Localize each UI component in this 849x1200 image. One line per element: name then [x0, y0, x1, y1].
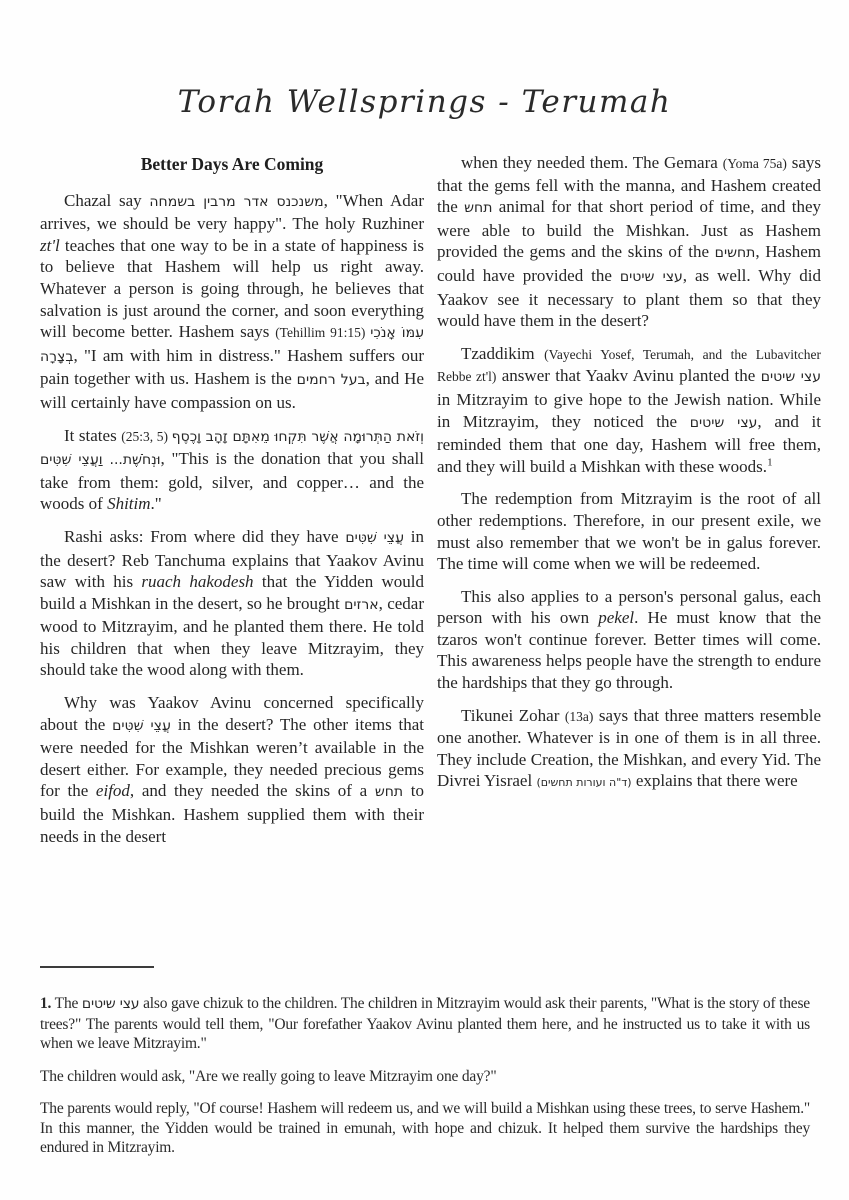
hebrew-text-run: תחשים [714, 245, 756, 262]
text-run: explains that there were [631, 771, 798, 791]
hebrew-text-run: בעל רחמים [296, 372, 366, 389]
text-run: Tzaddikim [461, 343, 545, 363]
right-column [437, 152, 821, 958]
hebrew-text-run: משנכנס אדר מרבין בשמחה [149, 193, 324, 210]
footnote-separator [40, 966, 154, 968]
hebrew-text-run: עצי שיטים [619, 268, 683, 285]
paragraph [437, 343, 821, 478]
text-run: (13a) [564, 708, 594, 724]
text-run: The [51, 995, 82, 1012]
text-run: Chazal say [64, 190, 150, 210]
text-run: This also applies to a person's personal galus, each person with his own [437, 586, 821, 628]
text-run: , and it reminded them that one day, Hashem will free them, and they will build a Mishkan with these woods. [437, 411, 822, 476]
two-column-body [0, 152, 849, 958]
text-run: , and they needed the skins of a [129, 781, 375, 801]
footnote-paragraph [40, 1099, 810, 1158]
text-run: in Mitzrayim to give hope to the Jewish nation. While in Mitzrayim, they noticed the [437, 389, 821, 431]
paragraph [437, 152, 821, 332]
text-run: that the Yidden would build a Mishkan in the desert, so he brought [40, 572, 424, 613]
hebrew-text-run: עֲצֵי שִׁטִּים [345, 529, 405, 546]
paragraph [437, 488, 821, 574]
text-run: It states [64, 425, 122, 445]
text-run: when they needed them. The Gemara [461, 153, 723, 172]
text-run: , and He will certainly have compassion on us. [40, 369, 424, 412]
text-run: The parents would reply, "Of course! Hashem will redeem us, and we will build a Mishkan using these trees, to serve Hashem." In this manner, the Yidden would be trained in emunah, with hope and chizuk. It helped them survive the hardships they endured in Mitzrayim. [40, 1100, 810, 1156]
text-run: teaches that one way to be in a state of happiness is to believe that Hashem will help us right away. Whatever a person is going through, he believes that salvation is just around the corner, and soon everything will become better. Hashem says [40, 235, 424, 342]
text-run: (Vayechi Yosef, Terumah, and the Lubavitcher Rebbe zt'l) [437, 346, 821, 385]
text-run: to build the Mishkan. Hashem supplied them with their needs in the desert [40, 781, 424, 846]
text-run: Shitim [107, 494, 151, 514]
hebrew-text-run: וְזֹאת הַתְּרוּמָה אֲשֶׁר תִּקְחוּ מֵאִתָּם זָהָב וָכֶסֶף וּנְחֹשֶׁת... וַעֲצֵי שִׁטִּים [40, 428, 424, 469]
text-run: ruach hakodesh [141, 572, 254, 592]
text-run: The redemption from Mitzrayim is the root of all other redemptions. Therefore, in our present exile, we must also remember that we won't be in galus forever. The time will come when we will be redeemed. [437, 489, 821, 574]
hebrew-text-run: עצי שיטים [81, 996, 140, 1012]
text-run: eifod [95, 781, 130, 801]
paragraph [437, 705, 821, 794]
text-run: , Hashem could have provided the [437, 242, 821, 285]
paragraph [40, 692, 424, 847]
hebrew-text-run: עצי שיטים [689, 414, 758, 431]
paragraph [40, 190, 424, 414]
text-run: animal for that short period of time, and they were able to build the Mishkan. Just as Hashem provided the gems and the skins of the [437, 197, 821, 262]
text-run: , "When Adar arrives, we should be very happy". The holy Ruzhiner [40, 190, 424, 234]
page-title: Torah Wellsprings - Terumah [177, 84, 672, 120]
text-run: Rashi asks: From where did they have [64, 526, 346, 546]
footnote [40, 994, 810, 1171]
left-column [40, 152, 424, 958]
text-run: (Yoma 75a) [722, 156, 787, 171]
text-run: 1. [40, 995, 52, 1012]
paragraph [40, 526, 424, 681]
section-heading: Better Days Are Coming [140, 154, 324, 174]
text-run: , "I am with him in distress." Hashem suffers our pain together with us. Hashem is the [40, 345, 424, 389]
text-run: , as well. Why did Yaakov see it necessary to plant them so that they would have them in the desert? [437, 265, 821, 331]
paragraph [40, 425, 424, 515]
text-run: zt'l [40, 235, 60, 255]
hebrew-text-run: תחש [374, 784, 404, 801]
text-run: (Tehillim 91:15) [275, 325, 371, 341]
footnote-paragraph [40, 994, 810, 1054]
hebrew-text-run: עצי שיטים [760, 369, 821, 386]
text-run: in the desert? The other items that were needed for the Mishkan weren’t available in the desert either. For example, they needed precious gems for the [40, 714, 424, 801]
footnote-reference: 1 [767, 456, 773, 469]
text-run: says that the gems fell with the manna, and Hashem created the [437, 153, 822, 217]
text-run: says that three matters resemble one another. Whatever is in one of them is in all three. They include Creation, the Mishkan, and every Yid. The Divrei Yisrael [437, 705, 821, 791]
hebrew-text-run: תחש [464, 200, 493, 217]
hebrew-text-run: (ד"ה ועורות תחשים) [536, 776, 632, 790]
text-run: also gave chizuk to the children. The children in Mitzrayim would ask their parents, "What is the story of these trees?" The parents would tell them, "Our forefather Yaakov Avinu planted them here, and he instructed us to take it with us when we leave Mitzrayim." [40, 995, 810, 1052]
text-run: answer that Yaakv Avinu planted the [496, 366, 761, 386]
paragraph [437, 586, 821, 694]
text-run: , "This is the donation that you shall take from them: gold, silver, and copper… and the woods of [40, 449, 424, 514]
text-run: (25:3, 5) [121, 428, 172, 444]
hebrew-text-run: עֲצֵי שִׁטִּים [112, 717, 171, 734]
text-run: The children would ask, "Are we really going to leave Mitzrayim one day?" [40, 1067, 497, 1085]
hebrew-text-run: ארזים [344, 596, 379, 613]
text-run: ." [150, 494, 162, 514]
text-run: in the desert? Reb Tanchuma explains that Yaakov Avinu saw with his [40, 526, 424, 592]
hebrew-text-run: עִמּוֹ אָנֹכִי בְצָרָה [40, 325, 424, 365]
text-run: Tikunei Zohar [461, 705, 565, 725]
text-run: Why was Yaakov Avinu concerned specifically about the [40, 693, 424, 734]
text-run: pekel [598, 608, 635, 628]
text-run: . He must know that the tzaros won't continue forever. Better times will come. This awareness helps people have the strength to endure the hardships that they go through. [437, 608, 822, 693]
text-run: , cedar wood to Mitzrayim, and he planted them there. He told his children that when they leave Mitzrayim, they should take the wood along with them. [40, 593, 424, 680]
footnote-paragraph [40, 1067, 810, 1087]
